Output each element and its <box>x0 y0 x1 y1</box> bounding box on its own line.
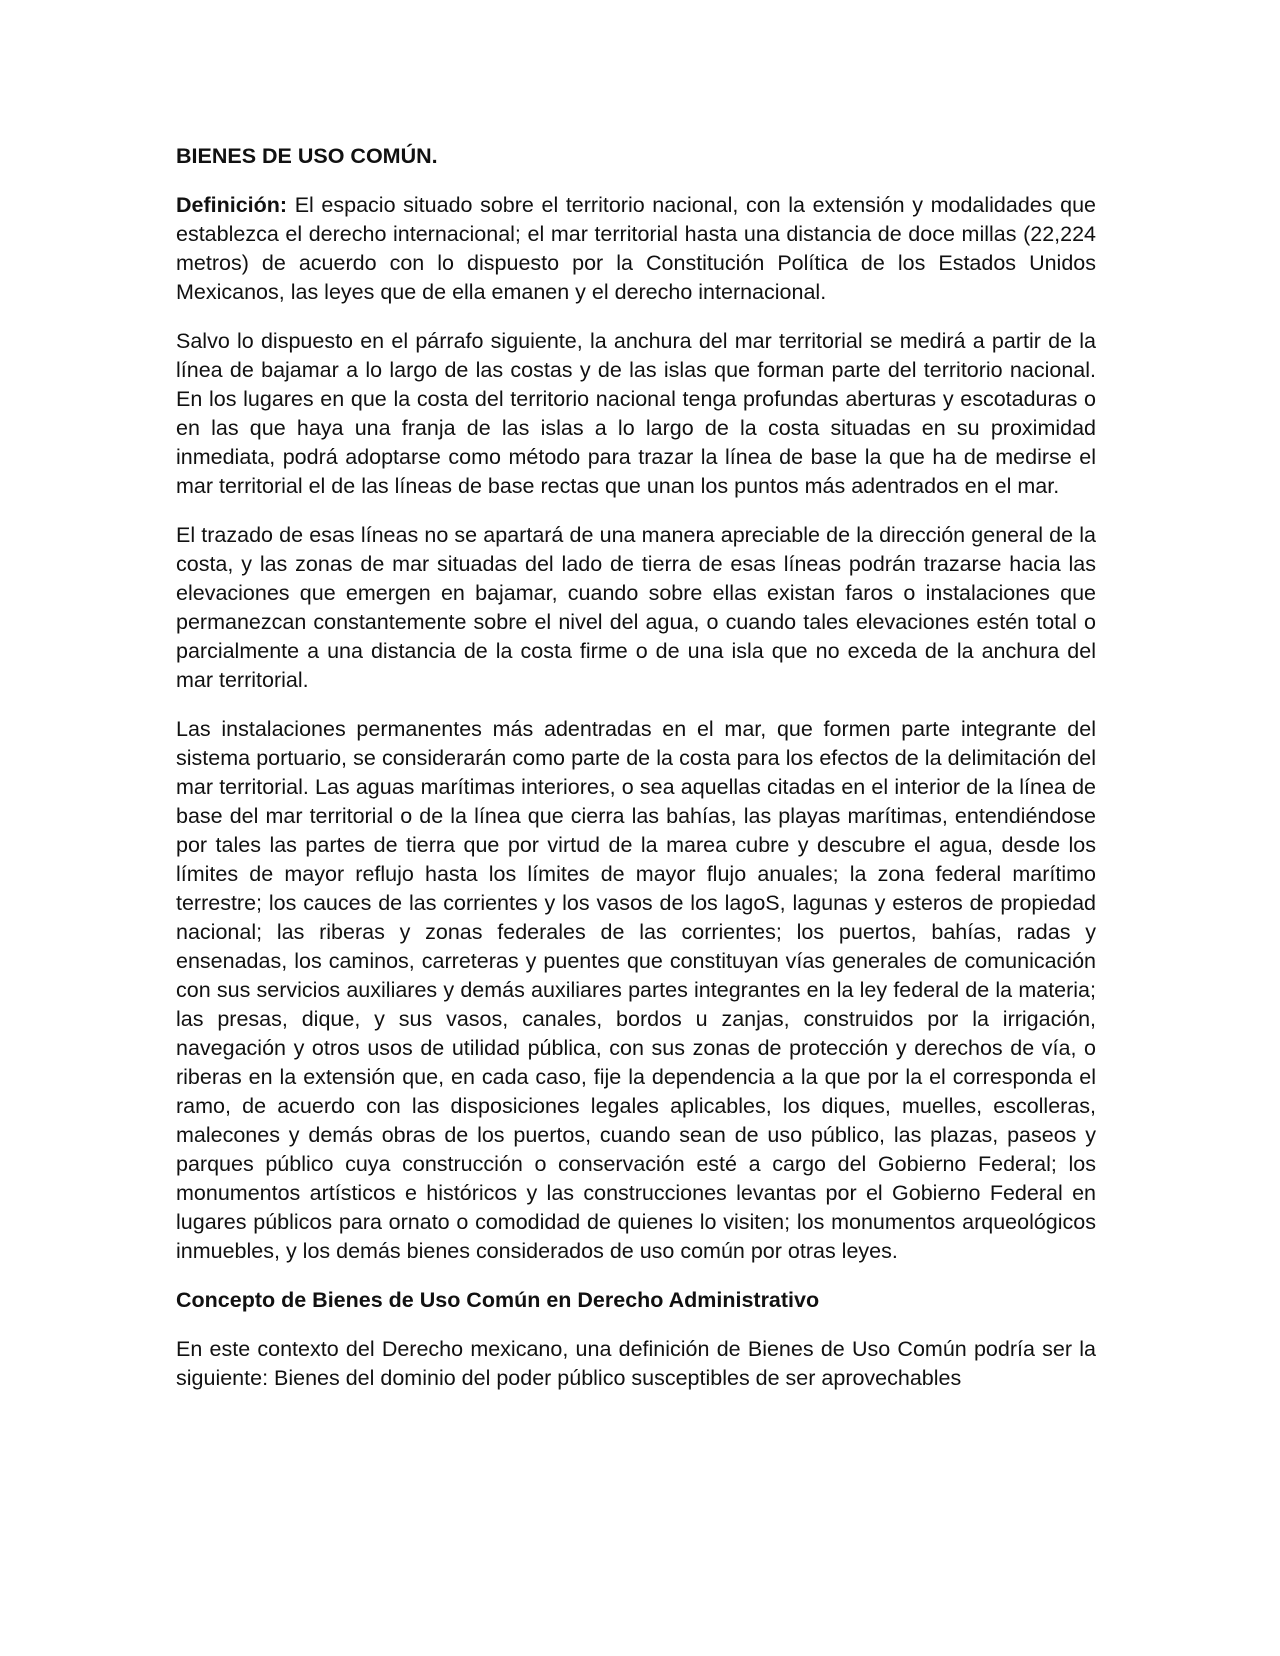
section-heading: Concepto de Bienes de Uso Común en Derecho Administrativo <box>176 1288 820 1312</box>
closing-paragraph: En este contexto del Derecho mexicano, una definición de Bienes de Uso Común podría ser la siguiente: Bienes del dominio del poder público susceptibles de ser aprovechables <box>176 1337 1096 1390</box>
definition-text: El espacio situado sobre el territorio nacional, con la extensión y modalidades que establezca el derecho internacional; el mar territorial hasta una distancia de doce millas (22,224 metros) de acuerdo con lo dispuesto por la Constitución Política de los Estados Unidos Mexicanos, las leyes que de ella emanen y el derecho internacional. <box>176 193 1096 304</box>
document-body <box>176 142 1096 1393</box>
definition-label: Definición: <box>176 193 288 217</box>
definition-paragraph <box>176 191 1096 307</box>
body-paragraph: Las instalaciones permanentes más adentradas en el mar, que formen parte integrante del sistema portuario, se considerarán como parte de la costa para los efectos de la delimitación del mar territorial. Las aguas marítimas interiores, o sea aquellas citadas en el interior de la línea de base del mar territorial o de la línea que cierra las bahías, las playas marítimas, entendiéndose por tales las partes de tierra que por virtud de la marea cubre y descubre el agua, desde los límites de mayor reflujo hasta los límites de mayor flujo anuales; la zona federal marítimo terrestre; los cauces de las corrientes y los vasos de los lagoS, lagunas y esteros de propiedad nacional; las riberas y zonas federales de las corrientes; los puertos, bahías, radas y ensenadas, los caminos, carreteras y puentes que constituyan vías generales de comunicación con sus servicios auxiliares y demás auxiliares partes integrantes en la ley federal de la materia; las presas, dique, y sus vasos, canales, bordos u zanjas, construidos por la irrigación, navegación y otros usos de utilidad pública, con sus zonas de protección y derechos de vía, o riberas en la extensión que, en cada caso, fije la dependencia a la que por la el corresponda el ramo, de acuerdo con las disposiciones legales aplicables, los diques, muelles, escolleras, malecones y demás obras de los puertos, cuando sean de uso público, las plazas, paseos y parques público cuya construcción o conservación esté a cargo del Gobierno Federal; los monumentos artísticos e históricos y las construcciones levantas por el Gobierno Federal en lugares públicos para ornato o comodidad de quienes lo visiten; los monumentos arqueológicos inmuebles, y los demás bienes considerados de uso común por otras leyes. <box>176 717 1096 1263</box>
body-paragraph: Salvo lo dispuesto en el párrafo siguiente, la anchura del mar territorial se medirá a partir de la línea de bajamar a lo largo de las costas y de las islas que forman parte del territorio nacional. En los lugares en que la costa del territorio nacional tenga profundas aberturas y escotaduras o en las que haya una franja de las islas a lo largo de la costa situadas en su proximidad inmediata, podrá adoptarse como método para trazar la línea de base la que ha de medirse el mar territorial el de las líneas de base rectas que unan los puntos más adentrados en el mar. <box>176 329 1096 498</box>
document-title: BIENES DE USO COMÚN. <box>176 144 438 168</box>
body-paragraph: El trazado de esas líneas no se apartará de una manera apreciable de la dirección general de la costa, y las zonas de mar situadas del lado de tierra de esas líneas podrán trazarse hacia las elevaciones que emergen en bajamar, cuando sobre ellas existan faros o instalaciones que permanezcan constantemente sobre el nivel del agua, o cuando tales elevaciones estén total o parcialmente a una distancia de la costa firme o de una isla que no exceda de la anchura del mar territorial. <box>176 523 1096 692</box>
